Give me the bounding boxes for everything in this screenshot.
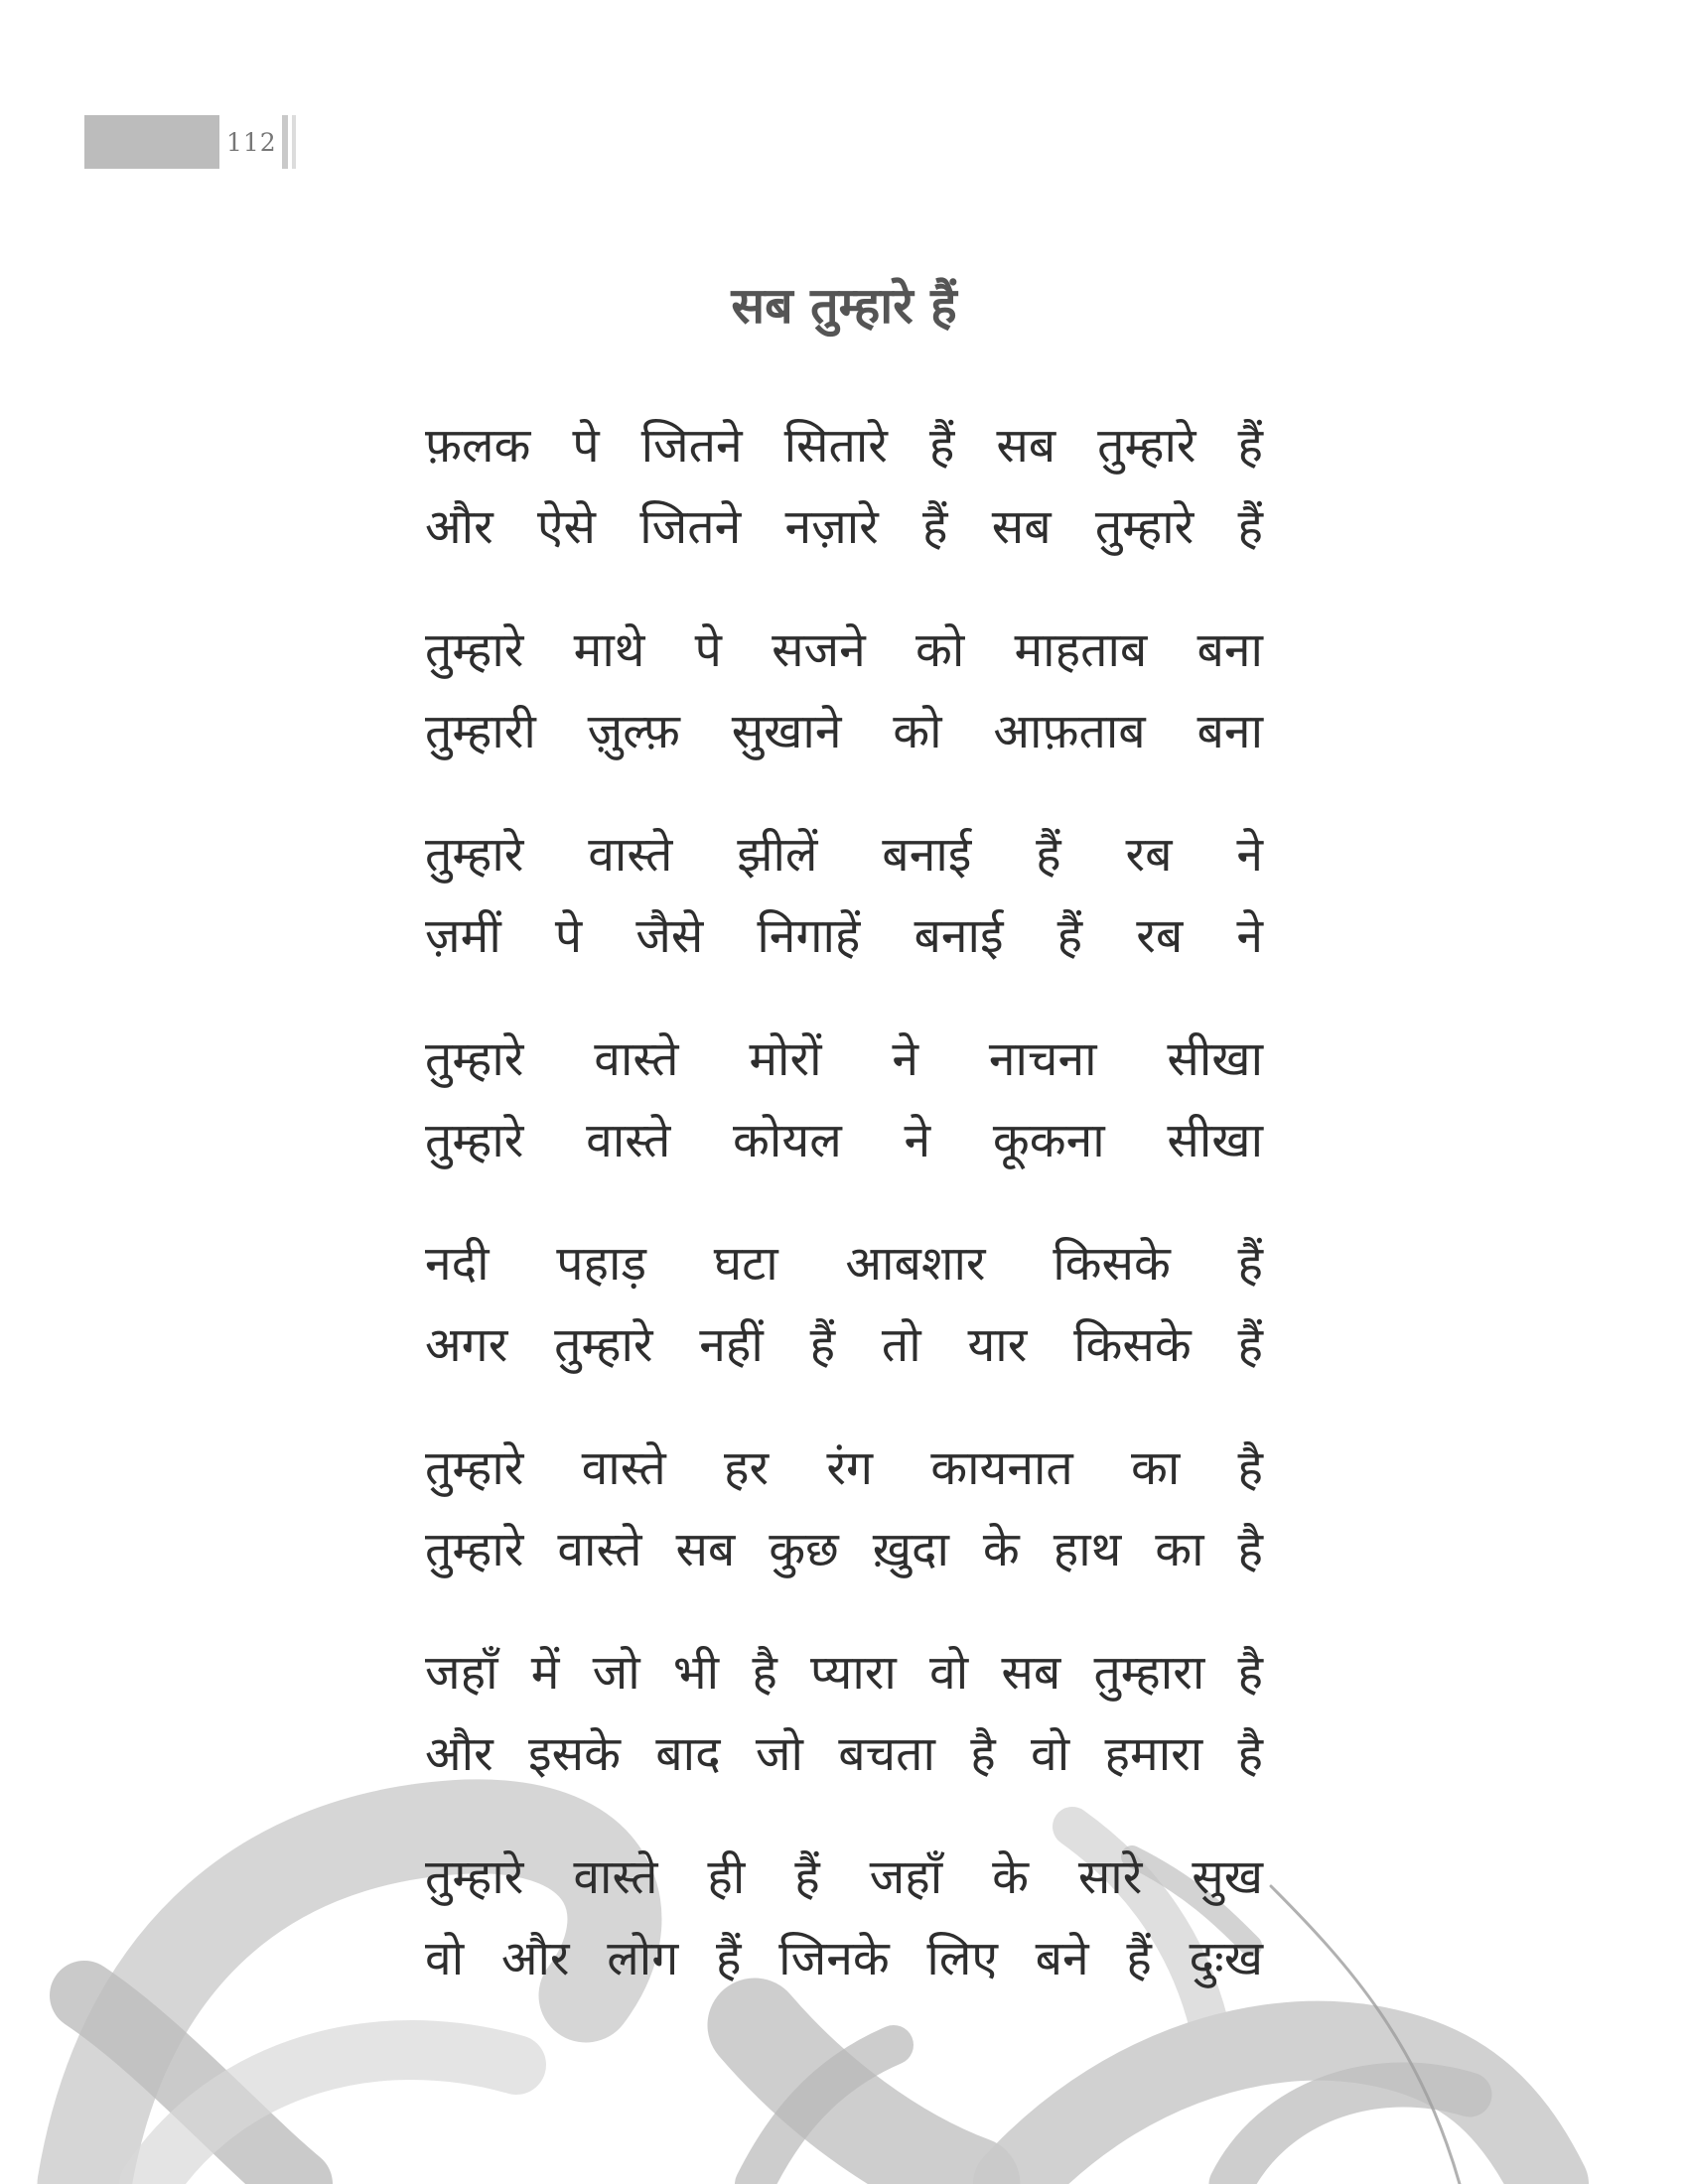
poem-title: सब तुम्हारे हैं xyxy=(731,277,957,335)
poem-line: फ़लक पे जितने सितारे हैं सब तुम्हारे हैं xyxy=(425,418,1263,474)
poem-line: तुम्हारी ज़ुल्फ़ सुखाने को आफ़ताब बना xyxy=(425,704,1263,759)
poem-line: अगर तुम्हारे नहीं हैं तो यार किसके हैं xyxy=(425,1317,1263,1373)
poem-line: तुम्हारे वास्ते कोयल ने कूकना सीखा xyxy=(425,1113,1263,1168)
couplet xyxy=(425,1632,1263,1795)
poem-line: वो और लोग हैं जिनके लिए बने हैं दुःख xyxy=(425,1931,1263,1986)
couplet xyxy=(425,1428,1263,1590)
poem-line: ज़मीं पे जैसे निगाहें बनाई हैं रब ने xyxy=(425,908,1263,964)
couplet xyxy=(425,814,1263,977)
page-number-bar xyxy=(84,115,219,169)
couplet xyxy=(425,1223,1263,1386)
poem-line: और ऐसे जितने नज़ारे हैं सब तुम्हारे हैं xyxy=(425,499,1263,555)
poem-line: तुम्हारे माथे पे सजने को माहताब बना xyxy=(425,622,1263,678)
poem-line: जहाँ में जो भी है प्यारा वो सब तुम्हारा है xyxy=(425,1645,1263,1701)
poem-line: और इसके बाद जो बचता है वो हमारा है xyxy=(425,1726,1263,1782)
poem-line: तुम्हारे वास्ते ही हैं जहाँ के सारे सुख xyxy=(425,1849,1263,1905)
couplet xyxy=(425,610,1263,772)
poem-line: तुम्हारे वास्ते सब कुछ ख़ुदा के हाथ का है xyxy=(425,1522,1263,1577)
poem-body xyxy=(425,405,1263,2041)
poem-line: तुम्हारे वास्ते मोरों ने नाचना सीखा xyxy=(425,1031,1263,1087)
poem-line: तुम्हारे वास्ते झीलें बनाई हैं रब ने xyxy=(425,827,1263,883)
couplet xyxy=(425,1019,1263,1181)
couplet xyxy=(425,1837,1263,1999)
page-number-divider xyxy=(282,115,288,169)
couplet xyxy=(425,405,1263,568)
poem-line: नदी पहाड़ घटा आबशार किसके हैं xyxy=(425,1236,1263,1292)
page-number-divider xyxy=(292,115,296,169)
page-number: 112 xyxy=(226,128,277,157)
poem-line: तुम्हारे वास्ते हर रंग कायनात का है xyxy=(425,1440,1263,1496)
